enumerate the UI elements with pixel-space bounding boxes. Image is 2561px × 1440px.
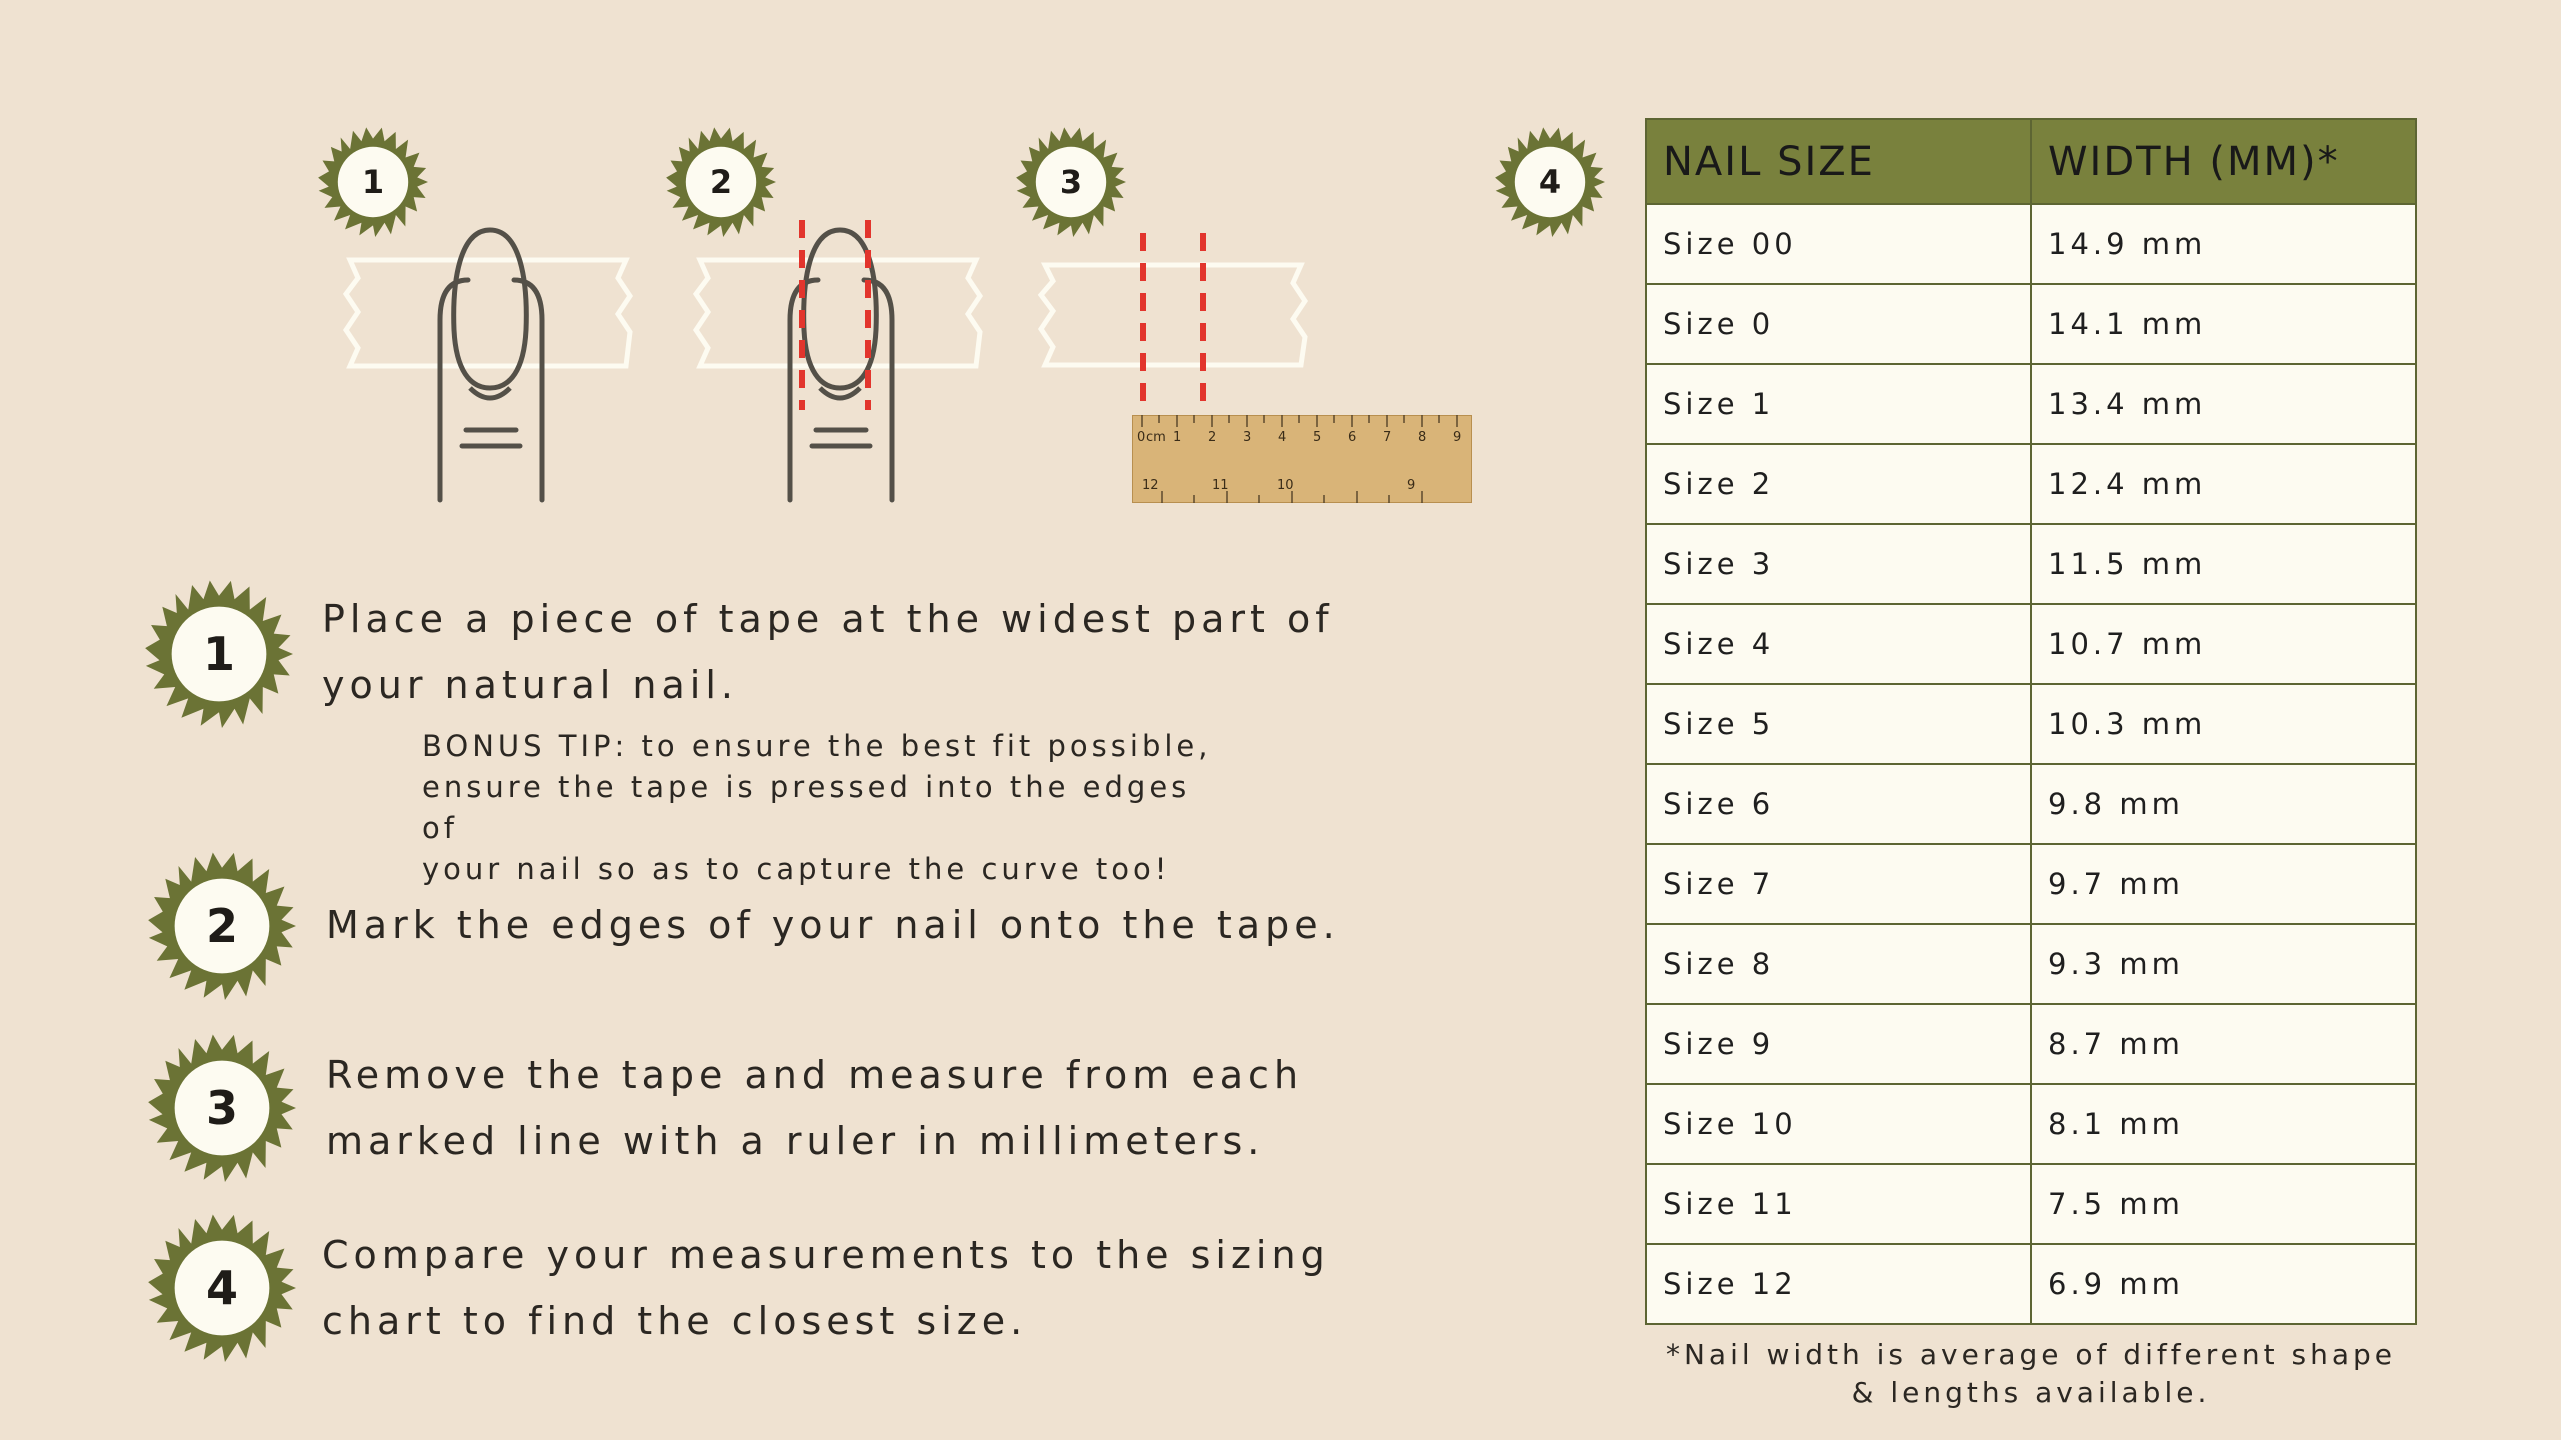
table-header-row	[1646, 119, 2416, 204]
ruler-tick: 1	[1173, 430, 1182, 445]
ruler-tick: 8	[1418, 430, 1427, 445]
ruler	[1132, 415, 1472, 503]
tape-marked-illustration	[1035, 225, 1315, 415]
step-3-text: Remove the tape and measure from each marked line with a ruler in millimeters.	[326, 1053, 1304, 1163]
ruler-tick: 6	[1348, 430, 1357, 445]
header-nail-size: NAIL SIZE	[1646, 119, 2031, 204]
diagram-badge-2: 2	[666, 127, 776, 237]
diagram-badge-4: 4	[1495, 127, 1605, 237]
ruler-tick: 11	[1212, 478, 1229, 493]
table-row: Size 12 6.9 mm	[1646, 1244, 2416, 1324]
finger-tape-marked-illustration	[690, 220, 990, 510]
ruler-tick: 4	[1278, 430, 1287, 445]
table-row: Size 8 9.3 mm	[1646, 924, 2416, 1004]
ruler-tick: 9	[1453, 430, 1462, 445]
table-row: Size 2 12.4 mm	[1646, 444, 2416, 524]
ruler-tick: 2	[1208, 430, 1217, 445]
step-badge-3: 3	[148, 1034, 296, 1182]
step-badge-1: 1	[145, 580, 293, 728]
ruler-tick: 9	[1407, 478, 1416, 493]
ruler-tick: 0	[1137, 430, 1146, 445]
diagram-badge-1: 1	[318, 127, 428, 237]
step-2-text: Mark the edges of your nail onto the tape.	[326, 903, 1340, 947]
table-row: Size 6 9.8 mm	[1646, 764, 2416, 844]
ruler-unit: cm	[1146, 430, 1166, 445]
finger-tape-illustration	[340, 220, 640, 510]
table-row: Size 3 11.5 mm	[1646, 524, 2416, 604]
step-4-text: Compare your measurements to the sizing chart to find the closest size.	[322, 1233, 1330, 1343]
ruler-tick: 10	[1277, 478, 1294, 493]
table-row: Size 10 8.1 mm	[1646, 1084, 2416, 1164]
table-row: Size 0 14.1 mm	[1646, 284, 2416, 364]
table-row: Size 5 10.3 mm	[1646, 684, 2416, 764]
bonus-tip: BONUS TIP: to ensure the best fit possible, ensure the tape is pressed into the edges of your nail so as to capture the curve too!	[422, 729, 1212, 886]
step-badge-2: 2	[148, 852, 296, 1000]
step-1-text: Place a piece of tape at the widest part of your natural nail.	[322, 597, 1334, 707]
nail-size-table	[1645, 118, 2417, 1325]
table-row: Size 1 13.4 mm	[1646, 364, 2416, 444]
ruler-tick: 5	[1313, 430, 1322, 445]
diagram-badge-3: 3	[1016, 127, 1126, 237]
table-row: Size 7 9.7 mm	[1646, 844, 2416, 924]
bonus-tip-label: BONUS TIP:	[422, 729, 629, 763]
table-row: Size 00 14.9 mm	[1646, 204, 2416, 284]
table-row: Size 9 8.7 mm	[1646, 1004, 2416, 1084]
table-row: Size 4 10.7 mm	[1646, 604, 2416, 684]
table-row: Size 11 7.5 mm	[1646, 1164, 2416, 1244]
ruler-tick: 12	[1142, 478, 1159, 493]
ruler-tick: 7	[1383, 430, 1392, 445]
step-badge-4: 4	[148, 1214, 296, 1362]
ruler-tick: 3	[1243, 430, 1252, 445]
header-width: WIDTH (MM)*	[2031, 119, 2416, 204]
table-footnote: *Nail width is average of different shape & lengths available.	[1665, 1338, 2397, 1409]
